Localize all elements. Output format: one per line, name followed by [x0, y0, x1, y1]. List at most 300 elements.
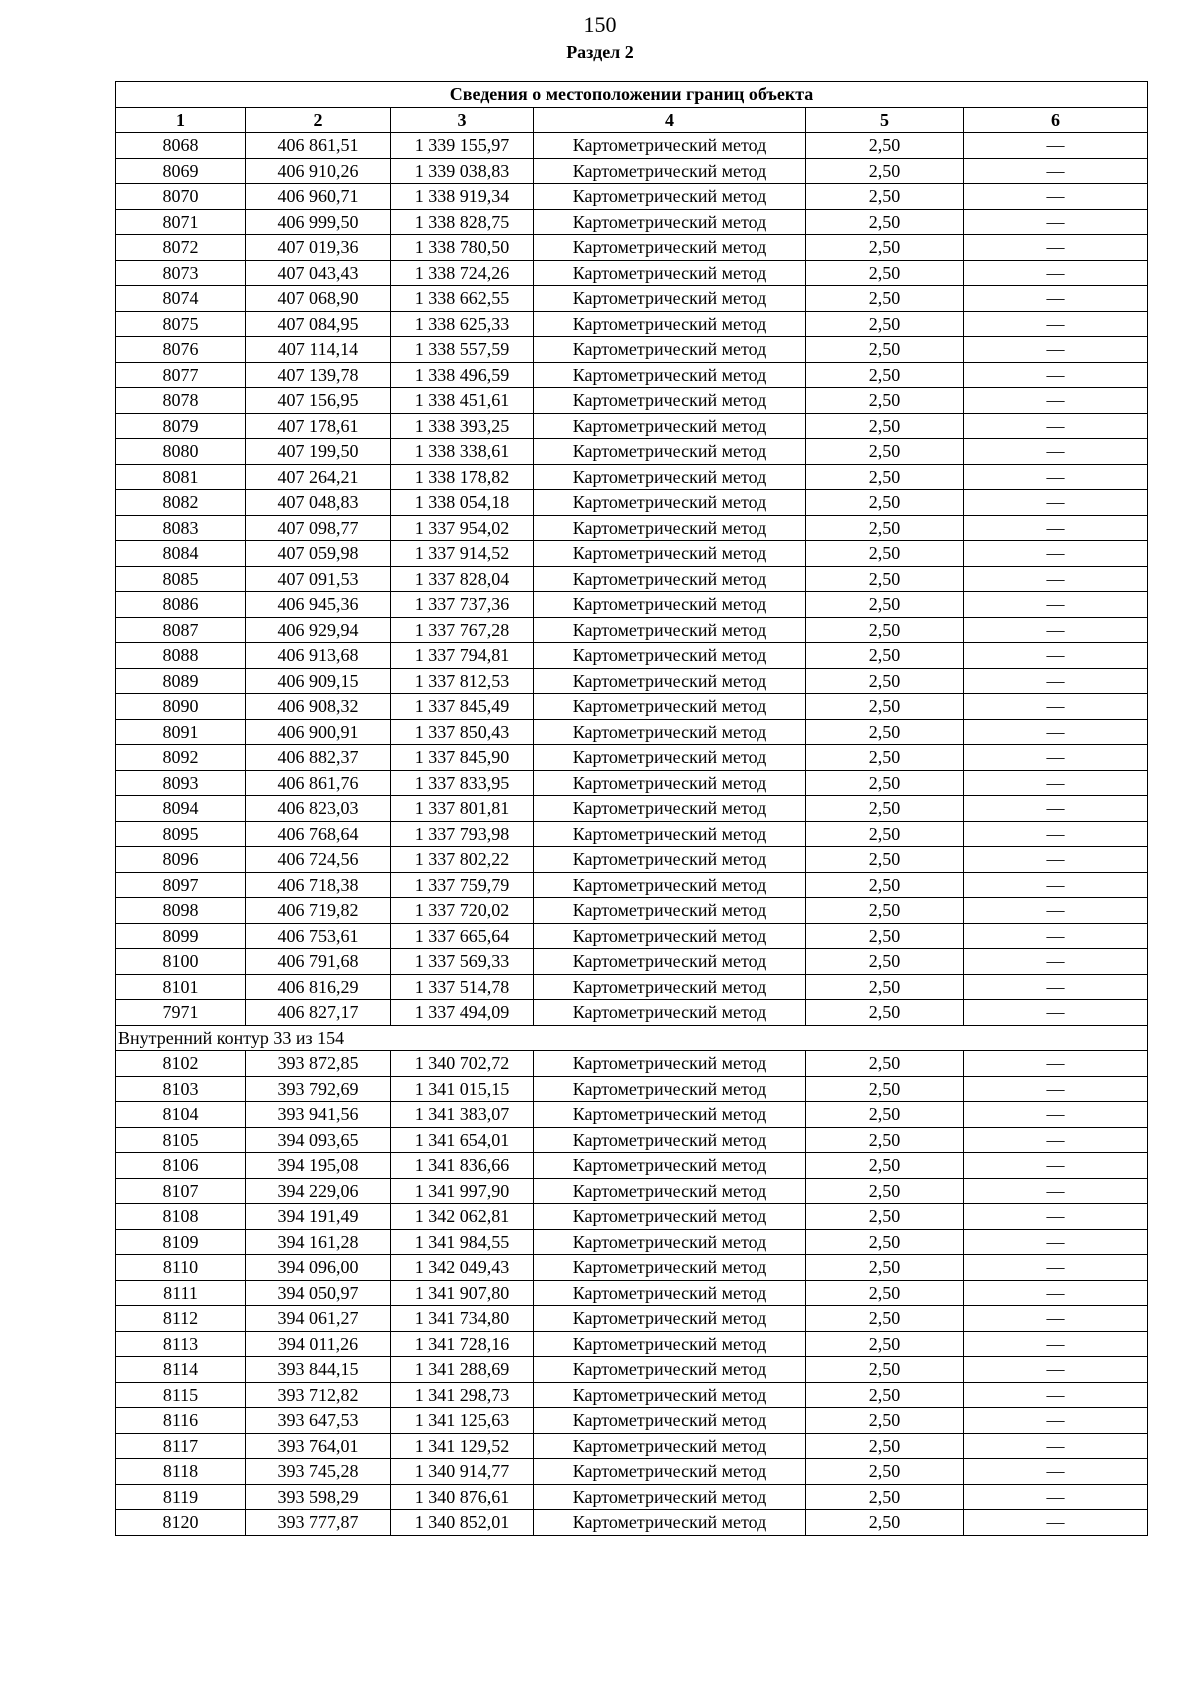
column-header: 2	[246, 107, 391, 133]
table-cell: 8096	[116, 847, 246, 873]
table-cell: 1 341 728,16	[391, 1331, 534, 1357]
table-cell: 8102	[116, 1051, 246, 1077]
table-cell: 8088	[116, 643, 246, 669]
table-cell: Картометрический метод	[534, 1229, 806, 1255]
table-cell: Картометрический метод	[534, 617, 806, 643]
table-cell: 406 929,94	[246, 617, 391, 643]
table-cell: 394 061,27	[246, 1306, 391, 1332]
table-cell: 1 337 793,98	[391, 821, 534, 847]
table-cell: Картометрический метод	[534, 1051, 806, 1077]
table-cell: 406 882,37	[246, 745, 391, 771]
table-cell: —	[964, 847, 1148, 873]
table-cell: 8079	[116, 413, 246, 439]
table-row	[116, 847, 1148, 873]
table-cell: 2,50	[806, 1000, 964, 1026]
table-cell: 2,50	[806, 821, 964, 847]
table-cell: Картометрический метод	[534, 1459, 806, 1485]
table-row	[116, 1510, 1148, 1536]
table-cell: Картометрический метод	[534, 719, 806, 745]
table-cell: Картометрический метод	[534, 643, 806, 669]
table-cell: 2,50	[806, 617, 964, 643]
table-cell: 393 777,87	[246, 1510, 391, 1536]
table-cell: 407 098,77	[246, 515, 391, 541]
table-cell: Картометрический метод	[534, 1280, 806, 1306]
boundary-coordinates-table	[115, 81, 1148, 1536]
table-cell: 8112	[116, 1306, 246, 1332]
table-cell: 8075	[116, 311, 246, 337]
table-cell: 1 337 954,02	[391, 515, 534, 541]
table-cell: 1 341 288,69	[391, 1357, 534, 1383]
table-cell: 1 337 569,33	[391, 949, 534, 975]
table-cell: 2,50	[806, 133, 964, 159]
table-cell: 2,50	[806, 745, 964, 771]
table-cell: 393 941,56	[246, 1102, 391, 1128]
table-cell: 2,50	[806, 1459, 964, 1485]
table-cell: 394 229,06	[246, 1178, 391, 1204]
table-cell: 1 338 496,59	[391, 362, 534, 388]
table-cell: 1 341 015,15	[391, 1076, 534, 1102]
table-cell: 1 338 828,75	[391, 209, 534, 235]
table-cell: 8068	[116, 133, 246, 159]
table-cell: Картометрический метод	[534, 1433, 806, 1459]
table-row	[116, 617, 1148, 643]
table-row	[116, 311, 1148, 337]
table-cell: 2,50	[806, 1484, 964, 1510]
table-cell: 8087	[116, 617, 246, 643]
table-cell: 407 199,50	[246, 439, 391, 465]
table-cell: Картометрический метод	[534, 1357, 806, 1383]
table-cell: 8107	[116, 1178, 246, 1204]
table-cell: 8118	[116, 1459, 246, 1485]
table-row	[116, 770, 1148, 796]
table-cell: 394 161,28	[246, 1229, 391, 1255]
table-cell: 8086	[116, 592, 246, 618]
table-row	[116, 158, 1148, 184]
column-header: 4	[534, 107, 806, 133]
table-cell: 2,50	[806, 337, 964, 363]
table-cell: 2,50	[806, 1331, 964, 1357]
table-cell: 2,50	[806, 515, 964, 541]
table-cell: 1 337 494,09	[391, 1000, 534, 1026]
table-cell: 407 068,90	[246, 286, 391, 312]
table-row	[116, 260, 1148, 286]
table-cell: 1 337 514,78	[391, 974, 534, 1000]
table-cell: —	[964, 1331, 1148, 1357]
table-cell: 8089	[116, 668, 246, 694]
table-row	[116, 668, 1148, 694]
table-row	[116, 1408, 1148, 1434]
table-row	[116, 1255, 1148, 1281]
table-cell: 393 745,28	[246, 1459, 391, 1485]
table-cell: 1 337 759,79	[391, 872, 534, 898]
table-cell: 1 338 662,55	[391, 286, 534, 312]
table-cell: 407 043,43	[246, 260, 391, 286]
table-cell: Картометрический метод	[534, 1331, 806, 1357]
table-row	[116, 745, 1148, 771]
table-cell: 394 195,08	[246, 1153, 391, 1179]
table-cell: 8078	[116, 388, 246, 414]
table-cell: 1 337 850,43	[391, 719, 534, 745]
table-cell: 394 011,26	[246, 1331, 391, 1357]
table-cell: Картометрический метод	[534, 1102, 806, 1128]
table-cell: —	[964, 898, 1148, 924]
table-cell: —	[964, 694, 1148, 720]
table-cell: 1 338 625,33	[391, 311, 534, 337]
table-cell: 2,50	[806, 974, 964, 1000]
table-row	[116, 821, 1148, 847]
table-cell: 406 791,68	[246, 949, 391, 975]
table-cell: Картометрический метод	[534, 1204, 806, 1230]
table-cell: —	[964, 974, 1148, 1000]
table-cell: —	[964, 745, 1148, 771]
table-row	[116, 949, 1148, 975]
table-row	[116, 1382, 1148, 1408]
table-cell: 8092	[116, 745, 246, 771]
table-cell: 8098	[116, 898, 246, 924]
table-cell: 406 960,71	[246, 184, 391, 210]
table-cell: 406 816,29	[246, 974, 391, 1000]
table-cell: —	[964, 158, 1148, 184]
table-cell: —	[964, 949, 1148, 975]
table-row	[116, 235, 1148, 261]
table-cell: 8100	[116, 949, 246, 975]
table-cell: —	[964, 184, 1148, 210]
table-cell: 1 341 654,01	[391, 1127, 534, 1153]
table-cell: 1 339 155,97	[391, 133, 534, 159]
table-cell: 8099	[116, 923, 246, 949]
table-cell: 8109	[116, 1229, 246, 1255]
table-cell: 8115	[116, 1382, 246, 1408]
table-row	[116, 872, 1148, 898]
table-cell: 1 337 720,02	[391, 898, 534, 924]
table-cell: 1 338 451,61	[391, 388, 534, 414]
table-cell: 2,50	[806, 847, 964, 873]
table-row	[116, 1204, 1148, 1230]
table-cell: 1 341 383,07	[391, 1102, 534, 1128]
table-cell: 8069	[116, 158, 246, 184]
table-cell: 406 910,26	[246, 158, 391, 184]
table-cell: 393 598,29	[246, 1484, 391, 1510]
table-cell: —	[964, 1433, 1148, 1459]
table-cell: Картометрический метод	[534, 847, 806, 873]
table-cell: 406 724,56	[246, 847, 391, 873]
table-row	[116, 1127, 1148, 1153]
table-cell: 8070	[116, 184, 246, 210]
table-cell: 393 792,69	[246, 1076, 391, 1102]
table-cell: Картометрический метод	[534, 337, 806, 363]
table-cell: 1 340 852,01	[391, 1510, 534, 1536]
table-row	[116, 515, 1148, 541]
table-cell: —	[964, 1280, 1148, 1306]
table-caption: Сведения о местоположении границ объекта	[116, 82, 1148, 108]
table-row	[116, 1076, 1148, 1102]
table-cell: 2,50	[806, 1076, 964, 1102]
table-cell: 1 337 665,64	[391, 923, 534, 949]
table-cell: 1 337 737,36	[391, 592, 534, 618]
table-cell: Картометрический метод	[534, 541, 806, 567]
table-cell: 1 341 129,52	[391, 1433, 534, 1459]
table-cell: 406 909,15	[246, 668, 391, 694]
table-cell: 393 647,53	[246, 1408, 391, 1434]
table-cell: —	[964, 464, 1148, 490]
table-cell: 406 753,61	[246, 923, 391, 949]
table-cell: 8071	[116, 209, 246, 235]
table-cell: 1 342 049,43	[391, 1255, 534, 1281]
table-cell: —	[964, 872, 1148, 898]
table-cell: —	[964, 490, 1148, 516]
table-cell: Картометрический метод	[534, 821, 806, 847]
table-cell: —	[964, 209, 1148, 235]
table-cell: 1 341 734,80	[391, 1306, 534, 1332]
table-cell: 1 337 794,81	[391, 643, 534, 669]
table-cell: —	[964, 1255, 1148, 1281]
table-cell: —	[964, 413, 1148, 439]
table-cell: Картометрический метод	[534, 1000, 806, 1026]
table-cell: 1 341 836,66	[391, 1153, 534, 1179]
page-number: 150	[583, 12, 617, 37]
table-cell: Картометрический метод	[534, 974, 806, 1000]
table-cell: 2,50	[806, 1408, 964, 1434]
table-cell: 8081	[116, 464, 246, 490]
table-cell: 2,50	[806, 1229, 964, 1255]
table-cell: 406 999,50	[246, 209, 391, 235]
table-cell: —	[964, 1153, 1148, 1179]
table-cell: 2,50	[806, 362, 964, 388]
table-cell: 8076	[116, 337, 246, 363]
table-cell: 2,50	[806, 1382, 964, 1408]
table-cell: Картометрический метод	[534, 260, 806, 286]
table-row	[116, 923, 1148, 949]
table-cell: Картометрический метод	[534, 1382, 806, 1408]
table-cell: 2,50	[806, 286, 964, 312]
table-row	[116, 490, 1148, 516]
table-cell: 1 341 907,80	[391, 1280, 534, 1306]
table-cell: 406 827,17	[246, 1000, 391, 1026]
table-cell: —	[964, 286, 1148, 312]
table-cell: Картометрический метод	[534, 490, 806, 516]
table-cell: 2,50	[806, 1510, 964, 1536]
table-body	[116, 133, 1148, 1536]
table-cell: Картометрический метод	[534, 745, 806, 771]
table-cell: Картометрический метод	[534, 286, 806, 312]
table-cell: —	[964, 1102, 1148, 1128]
table-cell: 8119	[116, 1484, 246, 1510]
table-cell: 2,50	[806, 413, 964, 439]
table-cell: Картометрический метод	[534, 898, 806, 924]
table-cell: 1 341 997,90	[391, 1178, 534, 1204]
table-cell: 2,50	[806, 592, 964, 618]
section-title: Раздел 2	[566, 42, 634, 62]
table-cell: —	[964, 1306, 1148, 1332]
table-cell: 8085	[116, 566, 246, 592]
table-cell: 1 338 393,25	[391, 413, 534, 439]
table-cell: 8101	[116, 974, 246, 1000]
table-cell: 2,50	[806, 668, 964, 694]
table-cell: —	[964, 515, 1148, 541]
table-cell: Картометрический метод	[534, 566, 806, 592]
table-cell: 2,50	[806, 1153, 964, 1179]
table-cell: 1 342 062,81	[391, 1204, 534, 1230]
table-cell: 8074	[116, 286, 246, 312]
table-cell: —	[964, 260, 1148, 286]
table-row	[116, 566, 1148, 592]
table-header-row	[116, 107, 1148, 133]
table-cell: 394 093,65	[246, 1127, 391, 1153]
column-header: 6	[964, 107, 1148, 133]
column-header: 3	[391, 107, 534, 133]
table-cell: —	[964, 719, 1148, 745]
table-cell: —	[964, 1076, 1148, 1102]
table-cell: 7971	[116, 1000, 246, 1026]
table-cell: 1 338 338,61	[391, 439, 534, 465]
table-cell: —	[964, 821, 1148, 847]
table-row	[116, 1331, 1148, 1357]
table-cell: —	[964, 235, 1148, 261]
table-cell: 2,50	[806, 490, 964, 516]
table-cell: —	[964, 770, 1148, 796]
table-row	[116, 694, 1148, 720]
table-row	[116, 439, 1148, 465]
table-cell: 8104	[116, 1102, 246, 1128]
table-cell: 8113	[116, 1331, 246, 1357]
table-cell: Картометрический метод	[534, 1408, 806, 1434]
table-cell: Картометрический метод	[534, 872, 806, 898]
table-cell: 8091	[116, 719, 246, 745]
table-cell: 2,50	[806, 439, 964, 465]
table-cell: 1 341 984,55	[391, 1229, 534, 1255]
table-cell: 1 341 125,63	[391, 1408, 534, 1434]
table-cell: 2,50	[806, 1306, 964, 1332]
table-cell: 8083	[116, 515, 246, 541]
table-row	[116, 1000, 1148, 1026]
table-row	[116, 796, 1148, 822]
table-cell: Картометрический метод	[534, 1178, 806, 1204]
table-cell: 8077	[116, 362, 246, 388]
table-cell: 8073	[116, 260, 246, 286]
table-cell: 8097	[116, 872, 246, 898]
table-cell: 2,50	[806, 388, 964, 414]
table-cell: 1 337 845,90	[391, 745, 534, 771]
table-cell: —	[964, 1051, 1148, 1077]
table-cell: 407 178,61	[246, 413, 391, 439]
table-cell: 2,50	[806, 796, 964, 822]
table-cell: —	[964, 1000, 1148, 1026]
table-cell: 2,50	[806, 719, 964, 745]
table-cell: 1 337 812,53	[391, 668, 534, 694]
table-cell: —	[964, 668, 1148, 694]
table-cell: 8111	[116, 1280, 246, 1306]
contour-label: Внутренний контур 33 из 154	[116, 1025, 1148, 1051]
table-cell: 1 338 780,50	[391, 235, 534, 261]
table-cell: Картометрический метод	[534, 464, 806, 490]
table-cell: 8090	[116, 694, 246, 720]
table-cell: 407 156,95	[246, 388, 391, 414]
table-cell: 8082	[116, 490, 246, 516]
table-cell: Картометрический метод	[534, 413, 806, 439]
table-cell: Картометрический метод	[534, 668, 806, 694]
table-row	[116, 1433, 1148, 1459]
table-cell: 2,50	[806, 1433, 964, 1459]
table-cell: —	[964, 337, 1148, 363]
table-cell: Картометрический метод	[534, 1076, 806, 1102]
table-cell: 2,50	[806, 1255, 964, 1281]
table-cell: Картометрический метод	[534, 694, 806, 720]
table-cell: Картометрический метод	[534, 1153, 806, 1179]
table-cell: 2,50	[806, 643, 964, 669]
table-cell: —	[964, 1510, 1148, 1536]
table-cell: 2,50	[806, 694, 964, 720]
table-cell: Картометрический метод	[534, 1306, 806, 1332]
table-cell: 2,50	[806, 1280, 964, 1306]
table-cell: —	[964, 1204, 1148, 1230]
table-cell: —	[964, 1357, 1148, 1383]
table-cell: 2,50	[806, 1178, 964, 1204]
table-cell: 2,50	[806, 541, 964, 567]
table-row	[116, 1357, 1148, 1383]
table-cell: 8080	[116, 439, 246, 465]
table-cell: 8072	[116, 235, 246, 261]
table-cell: 406 823,03	[246, 796, 391, 822]
table-cell: 1 339 038,83	[391, 158, 534, 184]
table-cell: —	[964, 1459, 1148, 1485]
table-cell: 394 096,00	[246, 1255, 391, 1281]
table-cell: 2,50	[806, 184, 964, 210]
table-cell: 1 338 919,34	[391, 184, 534, 210]
table-row	[116, 1051, 1148, 1077]
table-cell: 1 337 828,04	[391, 566, 534, 592]
table-cell: 393 844,15	[246, 1357, 391, 1383]
table-row	[116, 209, 1148, 235]
table-cell: 8084	[116, 541, 246, 567]
column-header: 1	[116, 107, 246, 133]
table-cell: 407 019,36	[246, 235, 391, 261]
table-cell: 406 861,76	[246, 770, 391, 796]
table-cell: 2,50	[806, 770, 964, 796]
table-row	[116, 643, 1148, 669]
table-row	[116, 337, 1148, 363]
table-cell: 2,50	[806, 464, 964, 490]
table-cell: —	[964, 1127, 1148, 1153]
table-cell: 1 337 802,22	[391, 847, 534, 873]
table-cell: 407 084,95	[246, 311, 391, 337]
table-row	[116, 719, 1148, 745]
table-cell: 406 900,91	[246, 719, 391, 745]
table-cell: Картометрический метод	[534, 1510, 806, 1536]
table-cell: 8105	[116, 1127, 246, 1153]
table-cell: 2,50	[806, 311, 964, 337]
table-cell: 8094	[116, 796, 246, 822]
table-cell: 406 861,51	[246, 133, 391, 159]
table-cell: 8093	[116, 770, 246, 796]
table-cell: 1 338 724,26	[391, 260, 534, 286]
table-cell: —	[964, 311, 1148, 337]
table-cell: 407 091,53	[246, 566, 391, 592]
table-row	[116, 413, 1148, 439]
table-cell: Картометрический метод	[534, 592, 806, 618]
table-cell: 8110	[116, 1255, 246, 1281]
table-cell: —	[964, 643, 1148, 669]
table-row	[116, 541, 1148, 567]
table-row	[116, 133, 1148, 159]
table-cell: 1 338 557,59	[391, 337, 534, 363]
table-cell: 1 341 298,73	[391, 1382, 534, 1408]
table-cell: 394 050,97	[246, 1280, 391, 1306]
contour-row	[116, 1025, 1148, 1051]
table-row	[116, 1229, 1148, 1255]
table-cell: Картометрический метод	[534, 770, 806, 796]
table-cell: 407 059,98	[246, 541, 391, 567]
table-cell: 406 908,32	[246, 694, 391, 720]
